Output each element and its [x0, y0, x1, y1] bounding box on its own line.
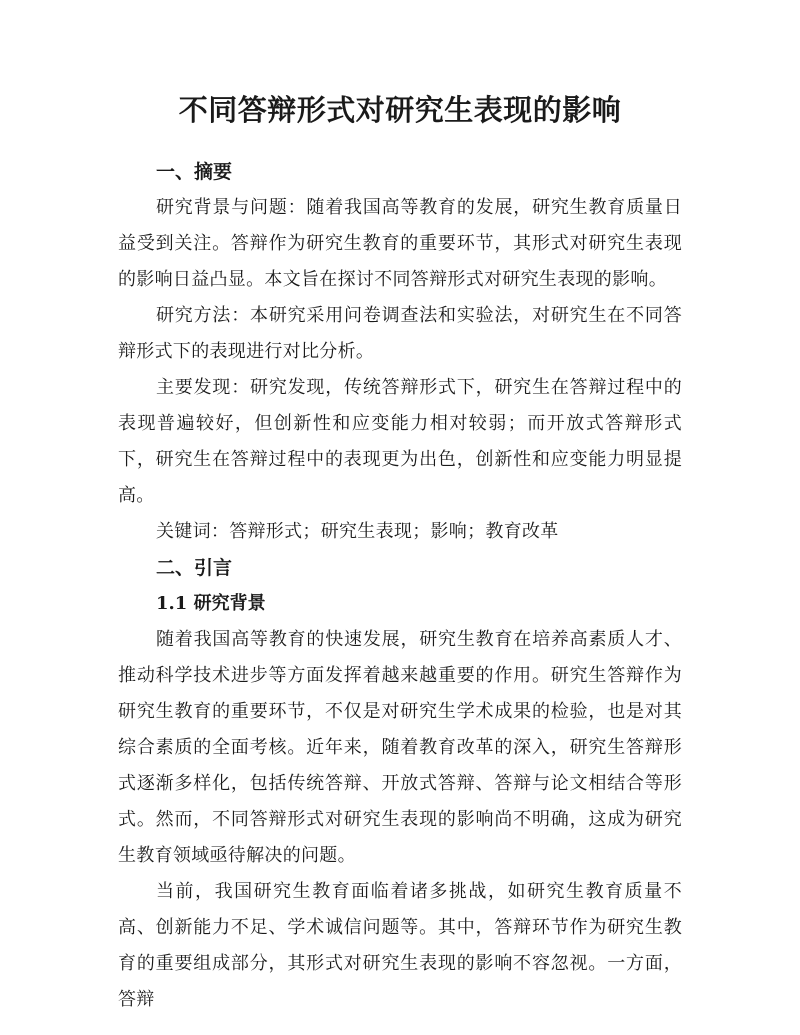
abstract-method-paragraph: 研究方法：本研究采用问卷调查法和实验法，对研究生在不同答辩形式下的表现进行对比分析。	[118, 305, 682, 362]
abstract-background-paragraph: 研究背景与问题：随着我国高等教育的发展，研究生教育质量日益受到关注。答辩作为研究生教育的重要环节，其形式对研究生表现的影响日益凸显。本文旨在探讨不同答辩形式对研究生表现的影响。	[118, 197, 682, 290]
abstract-heading: 一、摘要	[156, 161, 233, 183]
intro-subheading-1-1: 1.1 研究背景	[156, 593, 266, 614]
intro-paragraph-2: 当前，我国研究生教育面临着诸多挑战，如研究生教育质量不高、创新能力不足、学术诚信问题等。其中，答辩环节作为研究生教育的重要组成部分，其形式对研究生表现的影响不容忽视。一方面，答辩	[118, 881, 682, 1010]
document-title: 不同答辩形式对研究生表现的影响	[178, 93, 622, 127]
keywords-line: 关键词：答辩形式；研究生表现；影响；教育改革	[156, 521, 559, 542]
abstract-findings-paragraph: 主要发现：研究发现，传统答辩形式下，研究生在答辩过程中的表现普遍较好，但创新性和应变能力相对较弱；而开放式答辩形式下，研究生在答辩过程中的表现更为出色，创新性和应变能力明显提高。	[118, 377, 682, 506]
intro-heading: 二、引言	[156, 557, 233, 579]
intro-paragraph-1: 随着我国高等教育的快速发展，研究生教育在培养高素质人才、推动科学技术进步等方面发挥着越来越重要的作用。研究生答辩作为研究生教育的重要环节，不仅是对研究生学术成果的检验，也是对其综合素质的全面考核。近年来，随着教育改革的深入，研究生答辩形式逐渐多样化，包括传统答辩、开放式答辩、答辩与论文相结合等形式。然而，不同答辩形式对研究生表现的影响尚不明确，这成为研究生教育领域亟待解决的问题。	[118, 629, 682, 866]
